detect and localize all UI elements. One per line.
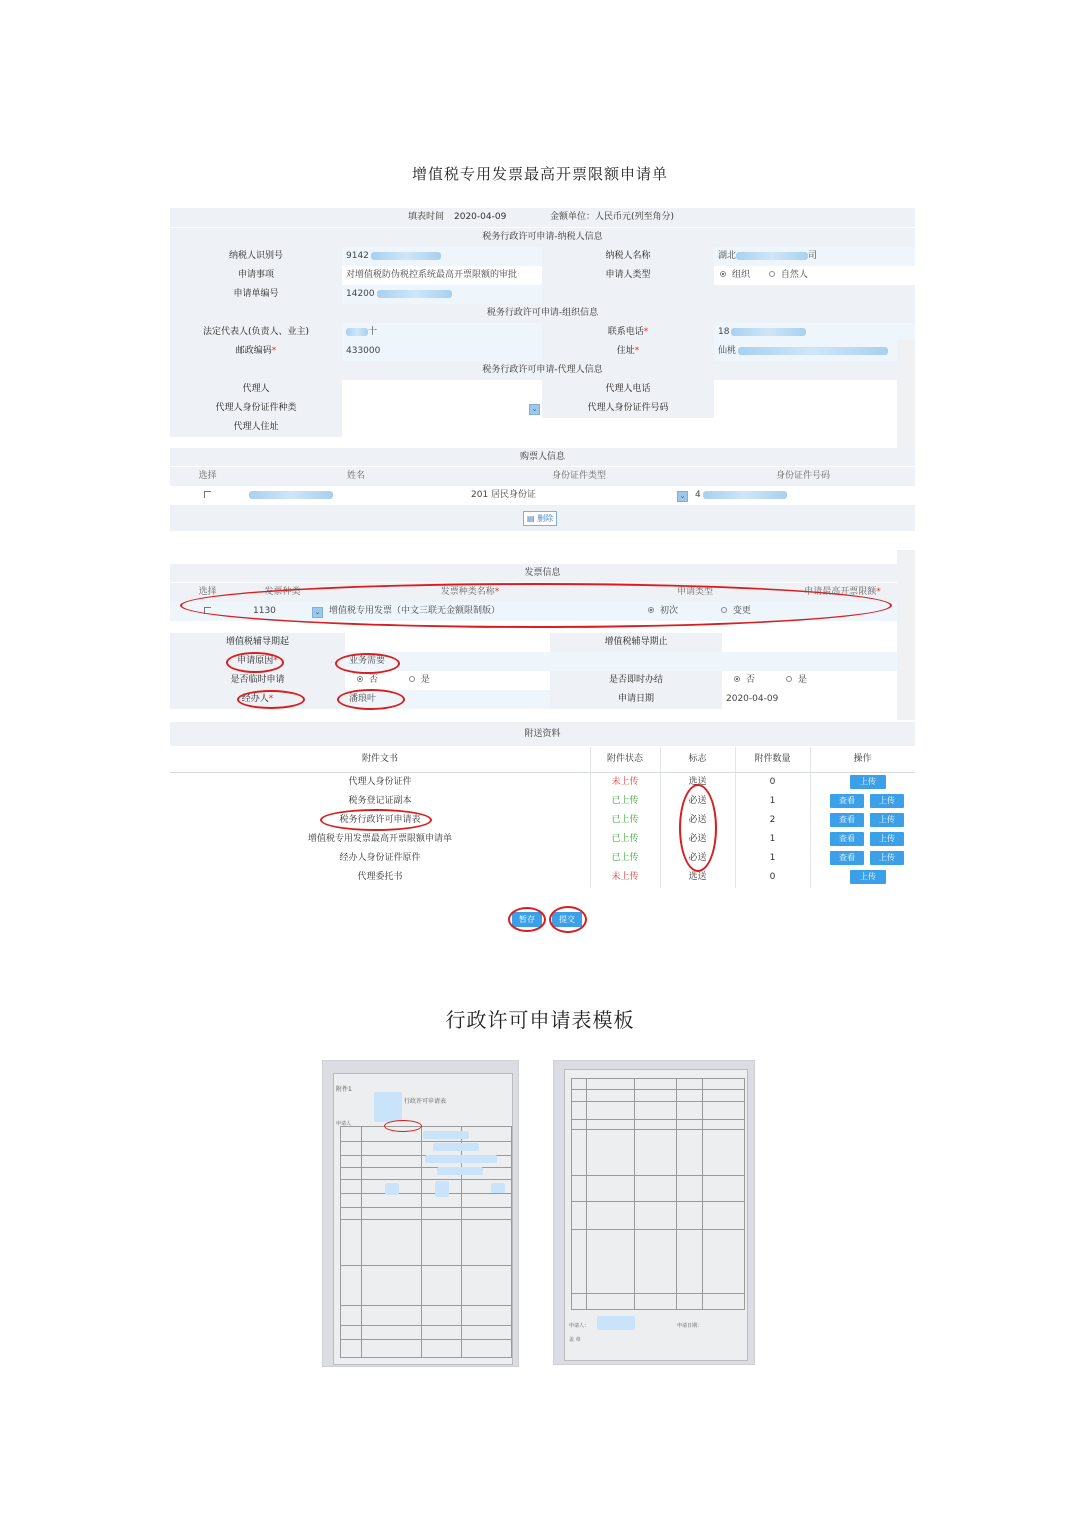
agent-id-type-label: 代理人身份证件种类 (170, 399, 342, 418)
annotation-oval-handler-value (337, 689, 405, 710)
upload-button[interactable]: 上传 (850, 870, 886, 884)
redacted-mask (371, 252, 441, 260)
opt-org-label: 组织 (732, 270, 751, 280)
annotation-oval-submit (549, 906, 587, 933)
row-agent-addr (170, 418, 915, 438)
attach-col-flag: 标志 (688, 754, 707, 764)
temp-options (345, 671, 550, 690)
template-subtitle: 行政许可申请表模板 (445, 1008, 635, 1032)
attach-row (170, 868, 915, 888)
attach-flag: 选送 (688, 872, 707, 882)
attach-doc: 代理人身份证件 (348, 777, 412, 787)
inv-col-limit-text: 申请最高开票限额 (804, 587, 877, 597)
delete-button[interactable] (523, 511, 557, 526)
temp-no-label: 否 (369, 675, 379, 685)
redacted-mask (736, 252, 808, 260)
temp-label: 是否临时申请 (170, 671, 345, 690)
redacted-mask (423, 1131, 469, 1139)
buyer-col-name: 姓名 (346, 471, 365, 481)
redacted-mask (425, 1155, 497, 1163)
taxpayer-name-prefix: 湖北 (718, 251, 737, 261)
redacted-mask (491, 1183, 505, 1193)
redacted-mask (346, 328, 368, 336)
view-button[interactable]: 查看 (830, 832, 864, 846)
row-matter (170, 266, 915, 286)
instant-options (722, 671, 915, 690)
redacted-mask (377, 290, 452, 298)
buyer-row (170, 486, 915, 506)
buyer-name-field[interactable] (245, 486, 467, 505)
buyer-col-idno: 身份证件号码 (775, 471, 830, 481)
attach-status: 已上传 (611, 834, 639, 844)
invoice-name-field[interactable]: 增值税专用发票（中文三联无金额限制版） (325, 602, 620, 621)
upload-button[interactable]: 上传 (850, 775, 886, 789)
handler-label: 经办人* (170, 690, 345, 709)
paper-sheet (564, 1069, 748, 1361)
inv-col-limit: 申请最高开票限额* (804, 587, 881, 597)
paper-table (340, 1126, 512, 1358)
template-photo-page1 (322, 1060, 519, 1367)
attach-row (170, 811, 915, 831)
instant-label: 是否即时办结 (550, 671, 722, 690)
attach-col-doc: 附件文书 (361, 754, 398, 764)
attach-col-status: 附件状态 (606, 754, 643, 764)
legal-field[interactable] (342, 323, 542, 342)
handler-input[interactable]: 潘琅叶 (345, 690, 550, 709)
radio-instant-yes[interactable] (786, 676, 792, 682)
divider (810, 747, 811, 888)
radio-instant-no[interactable] (734, 676, 740, 682)
photo-heading: 附件1 (336, 1086, 352, 1093)
matter-field[interactable]: 对增值税防伪税控系统最高开票限额的审批 (342, 266, 542, 285)
buyer-idno-text: 4 (695, 490, 701, 500)
addr-label: 住址* (542, 342, 714, 361)
photo2-applicant-label: 申请人： (569, 1323, 590, 1329)
redacted-mask (703, 491, 787, 499)
inv-col-select: 选择 (198, 587, 217, 597)
upload-button[interactable]: 上传 (870, 851, 904, 865)
legal-text: 十 (368, 327, 378, 337)
chevron-down-icon[interactable]: ⌄ (677, 491, 688, 502)
attach-col-count: 附件数量 (754, 754, 791, 764)
attach-flag: 选送 (688, 777, 707, 787)
redacted-mask (249, 491, 333, 499)
app-no-label: 申请单编号 (170, 285, 342, 304)
taxpayer-name-label: 纳税人名称 (542, 247, 714, 266)
buyer-col-select: 选择 (198, 471, 217, 481)
attach-row (170, 792, 915, 812)
instant-no-label: 否 (746, 675, 756, 685)
paper-table (571, 1078, 745, 1310)
buyer-col-idtype: 身份证件类型 (551, 471, 606, 481)
attach-row (170, 773, 915, 793)
view-button[interactable]: 查看 (830, 851, 864, 865)
annotation-oval-permit-form (320, 809, 432, 831)
annotation-oval-reason-label (226, 652, 284, 673)
annotation-oval (384, 1120, 422, 1132)
agent-id-no-input[interactable] (714, 399, 915, 418)
radio-temp-no[interactable] (357, 676, 363, 682)
photo2-date-label: 申请日期： (677, 1323, 703, 1329)
phone-label: 联系电话* (542, 323, 714, 342)
invoice-header: 发票信息 (170, 564, 915, 583)
row-agent (170, 380, 915, 400)
redacted-mask (385, 1183, 399, 1195)
amount-unit: 金额单位：人民币元(列至角分) (550, 212, 675, 222)
submit-button[interactable]: 提交 (552, 912, 582, 927)
row-zip (170, 342, 915, 362)
radio-temp-yes[interactable] (409, 676, 415, 682)
attach-count: 1 (769, 796, 776, 806)
attach-count: 0 (769, 777, 776, 787)
applicant-type-label: 申请人类型 (542, 266, 714, 285)
attach-count: 1 (769, 834, 776, 844)
attach-status: 未上传 (611, 777, 639, 787)
addr-field[interactable] (714, 342, 915, 361)
attach-count: 0 (769, 872, 776, 882)
buyer-header: 购票人信息 (170, 448, 915, 467)
attach-flag: 必送 (688, 834, 707, 844)
addr-label-text: 住址 (616, 346, 635, 356)
redacted-mask (374, 1092, 402, 1122)
row-guide (170, 633, 915, 653)
redacted-mask (433, 1143, 479, 1151)
handler-label-text: 经办人 (241, 694, 269, 704)
scroll-strip (897, 550, 915, 720)
zip-field[interactable]: 433000 (342, 342, 542, 361)
attach-doc: 经办人身份证件原件 (339, 853, 421, 863)
fill-time-value: 2020-04-09 (454, 212, 507, 222)
inv-col-name-text: 发票种类名称 (440, 587, 495, 597)
attach-doc: 增值税专用发票最高开票限额申请单 (307, 834, 452, 844)
agent-id-type-select[interactable] (342, 399, 542, 418)
phone-text: 18 (718, 327, 730, 337)
attach-doc: 税务登记证副本 (348, 796, 412, 806)
scroll-strip (897, 340, 915, 450)
row-taxpayer-id (170, 247, 915, 267)
attach-count: 1 (769, 853, 776, 863)
filler (542, 285, 915, 304)
trash-icon: ▤ (527, 514, 535, 523)
zip-label: 邮政编码* (170, 342, 342, 361)
attach-flag: 必送 (688, 853, 707, 863)
phone-label-text: 联系电话 (607, 327, 644, 337)
redacted-mask (437, 1167, 483, 1175)
agent-phone-label: 代理人电话 (542, 380, 714, 399)
form-header-row (170, 208, 915, 228)
instant-yes-label: 是 (797, 675, 807, 685)
buyer-checkbox-cell (170, 486, 245, 505)
agent-addr-label: 代理人住址 (170, 418, 342, 437)
buyer-actions (170, 505, 915, 532)
invoice-code-text: 1130 (253, 606, 276, 616)
taxpayer-id-text: 9142 (346, 251, 369, 261)
divider (735, 747, 736, 888)
radio-person[interactable] (769, 271, 775, 277)
buyer-idno-field[interactable] (691, 486, 915, 505)
delete-label: 删除 (537, 514, 554, 523)
temp-yes-label: 是 (420, 675, 430, 685)
section-agent: 税务行政许可申请-代理人信息 (170, 361, 915, 381)
guide-start-input[interactable] (345, 633, 550, 652)
row-legal (170, 323, 915, 343)
attach-doc: 税务行政许可申请表 (339, 815, 421, 825)
reason-input[interactable]: 业务需要 (345, 652, 915, 671)
guide-start-label: 增值税辅导期起 (170, 633, 345, 652)
upload-button[interactable]: 上传 (870, 794, 904, 808)
opt-person-label: 自然人 (780, 270, 808, 280)
redacted-mask (738, 347, 888, 355)
attach-status: 已上传 (611, 815, 639, 825)
taxpayer-id-label: 纳税人识别号 (170, 247, 342, 266)
inv-col-type: 申请类型 (676, 587, 713, 597)
reason-label: 申请原因* (170, 652, 345, 671)
annotation-oval-required (679, 784, 717, 872)
photo-applicant-label: 申请人 (336, 1121, 352, 1127)
buyer-idtype-select[interactable] (467, 486, 691, 505)
annotation-oval-save (508, 907, 546, 932)
paper-sheet (333, 1073, 513, 1365)
applicant-type-field (714, 266, 915, 285)
app-no-field[interactable] (342, 285, 542, 304)
guide-end-input[interactable] (722, 633, 915, 652)
attach-row (170, 830, 915, 850)
buyer-col-header (170, 467, 915, 487)
row-agent-id (170, 399, 915, 419)
opt-change-label: 变更 (732, 606, 751, 616)
row-app-no (170, 285, 915, 305)
matter-label: 申请事项 (170, 266, 342, 285)
attach-flag: 必送 (688, 815, 707, 825)
inv-col-name: 发票种类名称* (440, 587, 500, 597)
redacted-mask (731, 328, 806, 336)
upload-button[interactable]: 上传 (870, 832, 904, 846)
reason-label-text: 申请原因 (237, 656, 274, 666)
date-input[interactable]: 2020-04-09 (722, 690, 915, 709)
attach-col-header (170, 747, 915, 773)
row-temp (170, 671, 915, 691)
app-no-text: 14200 (346, 289, 375, 299)
photo-doc-title: 行政许可申请表 (404, 1098, 447, 1105)
opt-first-label: 初次 (660, 606, 679, 616)
photo2-seal-label: 盖 章 (569, 1337, 581, 1343)
chevron-down-icon[interactable]: ⌄ (312, 607, 323, 618)
addr-text: 仙桃 (718, 346, 737, 356)
attachments-header: 附送资料 (170, 722, 915, 747)
attach-doc: 代理委托书 (357, 872, 403, 882)
divider (660, 747, 661, 888)
annotation-oval-handler-label (237, 690, 305, 709)
divider (590, 747, 591, 888)
application-form (170, 208, 915, 888)
upload-button[interactable]: 上传 (870, 813, 904, 827)
template-photo-page2 (553, 1060, 755, 1365)
taxpayer-id-field[interactable] (342, 247, 542, 266)
guide-end-label: 增值税辅导期止 (550, 633, 722, 652)
attach-count: 2 (769, 815, 776, 825)
agent-addr-input[interactable] (342, 418, 915, 437)
date-label: 申请日期 (550, 690, 722, 709)
attach-row (170, 849, 915, 869)
section-taxpayer: 税务行政许可申请-纳税人信息 (170, 228, 915, 248)
radio-org[interactable] (720, 271, 726, 277)
agent-input[interactable] (342, 380, 542, 399)
redacted-mask (435, 1181, 449, 1197)
annotation-oval-invoice (180, 583, 892, 628)
attach-col-op: 操作 (853, 754, 872, 764)
buyer-checkbox[interactable] (204, 491, 211, 498)
save-button[interactable]: 暂存 (512, 912, 542, 927)
annotation-oval-reason-value (335, 653, 400, 674)
buyer-idtype-text: 201 居民身份证 (471, 490, 537, 500)
agent-phone-input[interactable] (714, 380, 915, 399)
zip-label-text: 邮政编码 (235, 346, 272, 356)
view-button[interactable]: 查看 (830, 813, 864, 827)
view-button[interactable]: 查看 (830, 794, 864, 808)
agent-id-no-label: 代理人身份证件号码 (542, 399, 714, 418)
taxpayer-name-suffix: 司 (808, 251, 818, 261)
legal-label: 法定代表人(负责人、业主) (170, 323, 342, 342)
attach-status: 已上传 (611, 796, 639, 806)
fill-time-label: 填表时间 (408, 212, 445, 222)
taxpayer-name-field[interactable] (714, 247, 915, 266)
redacted-mask (597, 1316, 635, 1330)
attach-status: 未上传 (611, 872, 639, 882)
phone-field[interactable] (714, 323, 915, 342)
page-title: 增值税专用发票最高开票限额申请单 (411, 165, 668, 183)
attach-flag: 必送 (688, 796, 707, 806)
chevron-down-icon[interactable]: ⌄ (529, 404, 540, 415)
agent-label: 代理人 (170, 380, 342, 399)
section-org: 税务行政许可申请-组织信息 (170, 304, 915, 324)
attach-status: 已上传 (611, 853, 639, 863)
inv-col-code: 发票种类 (264, 587, 301, 597)
